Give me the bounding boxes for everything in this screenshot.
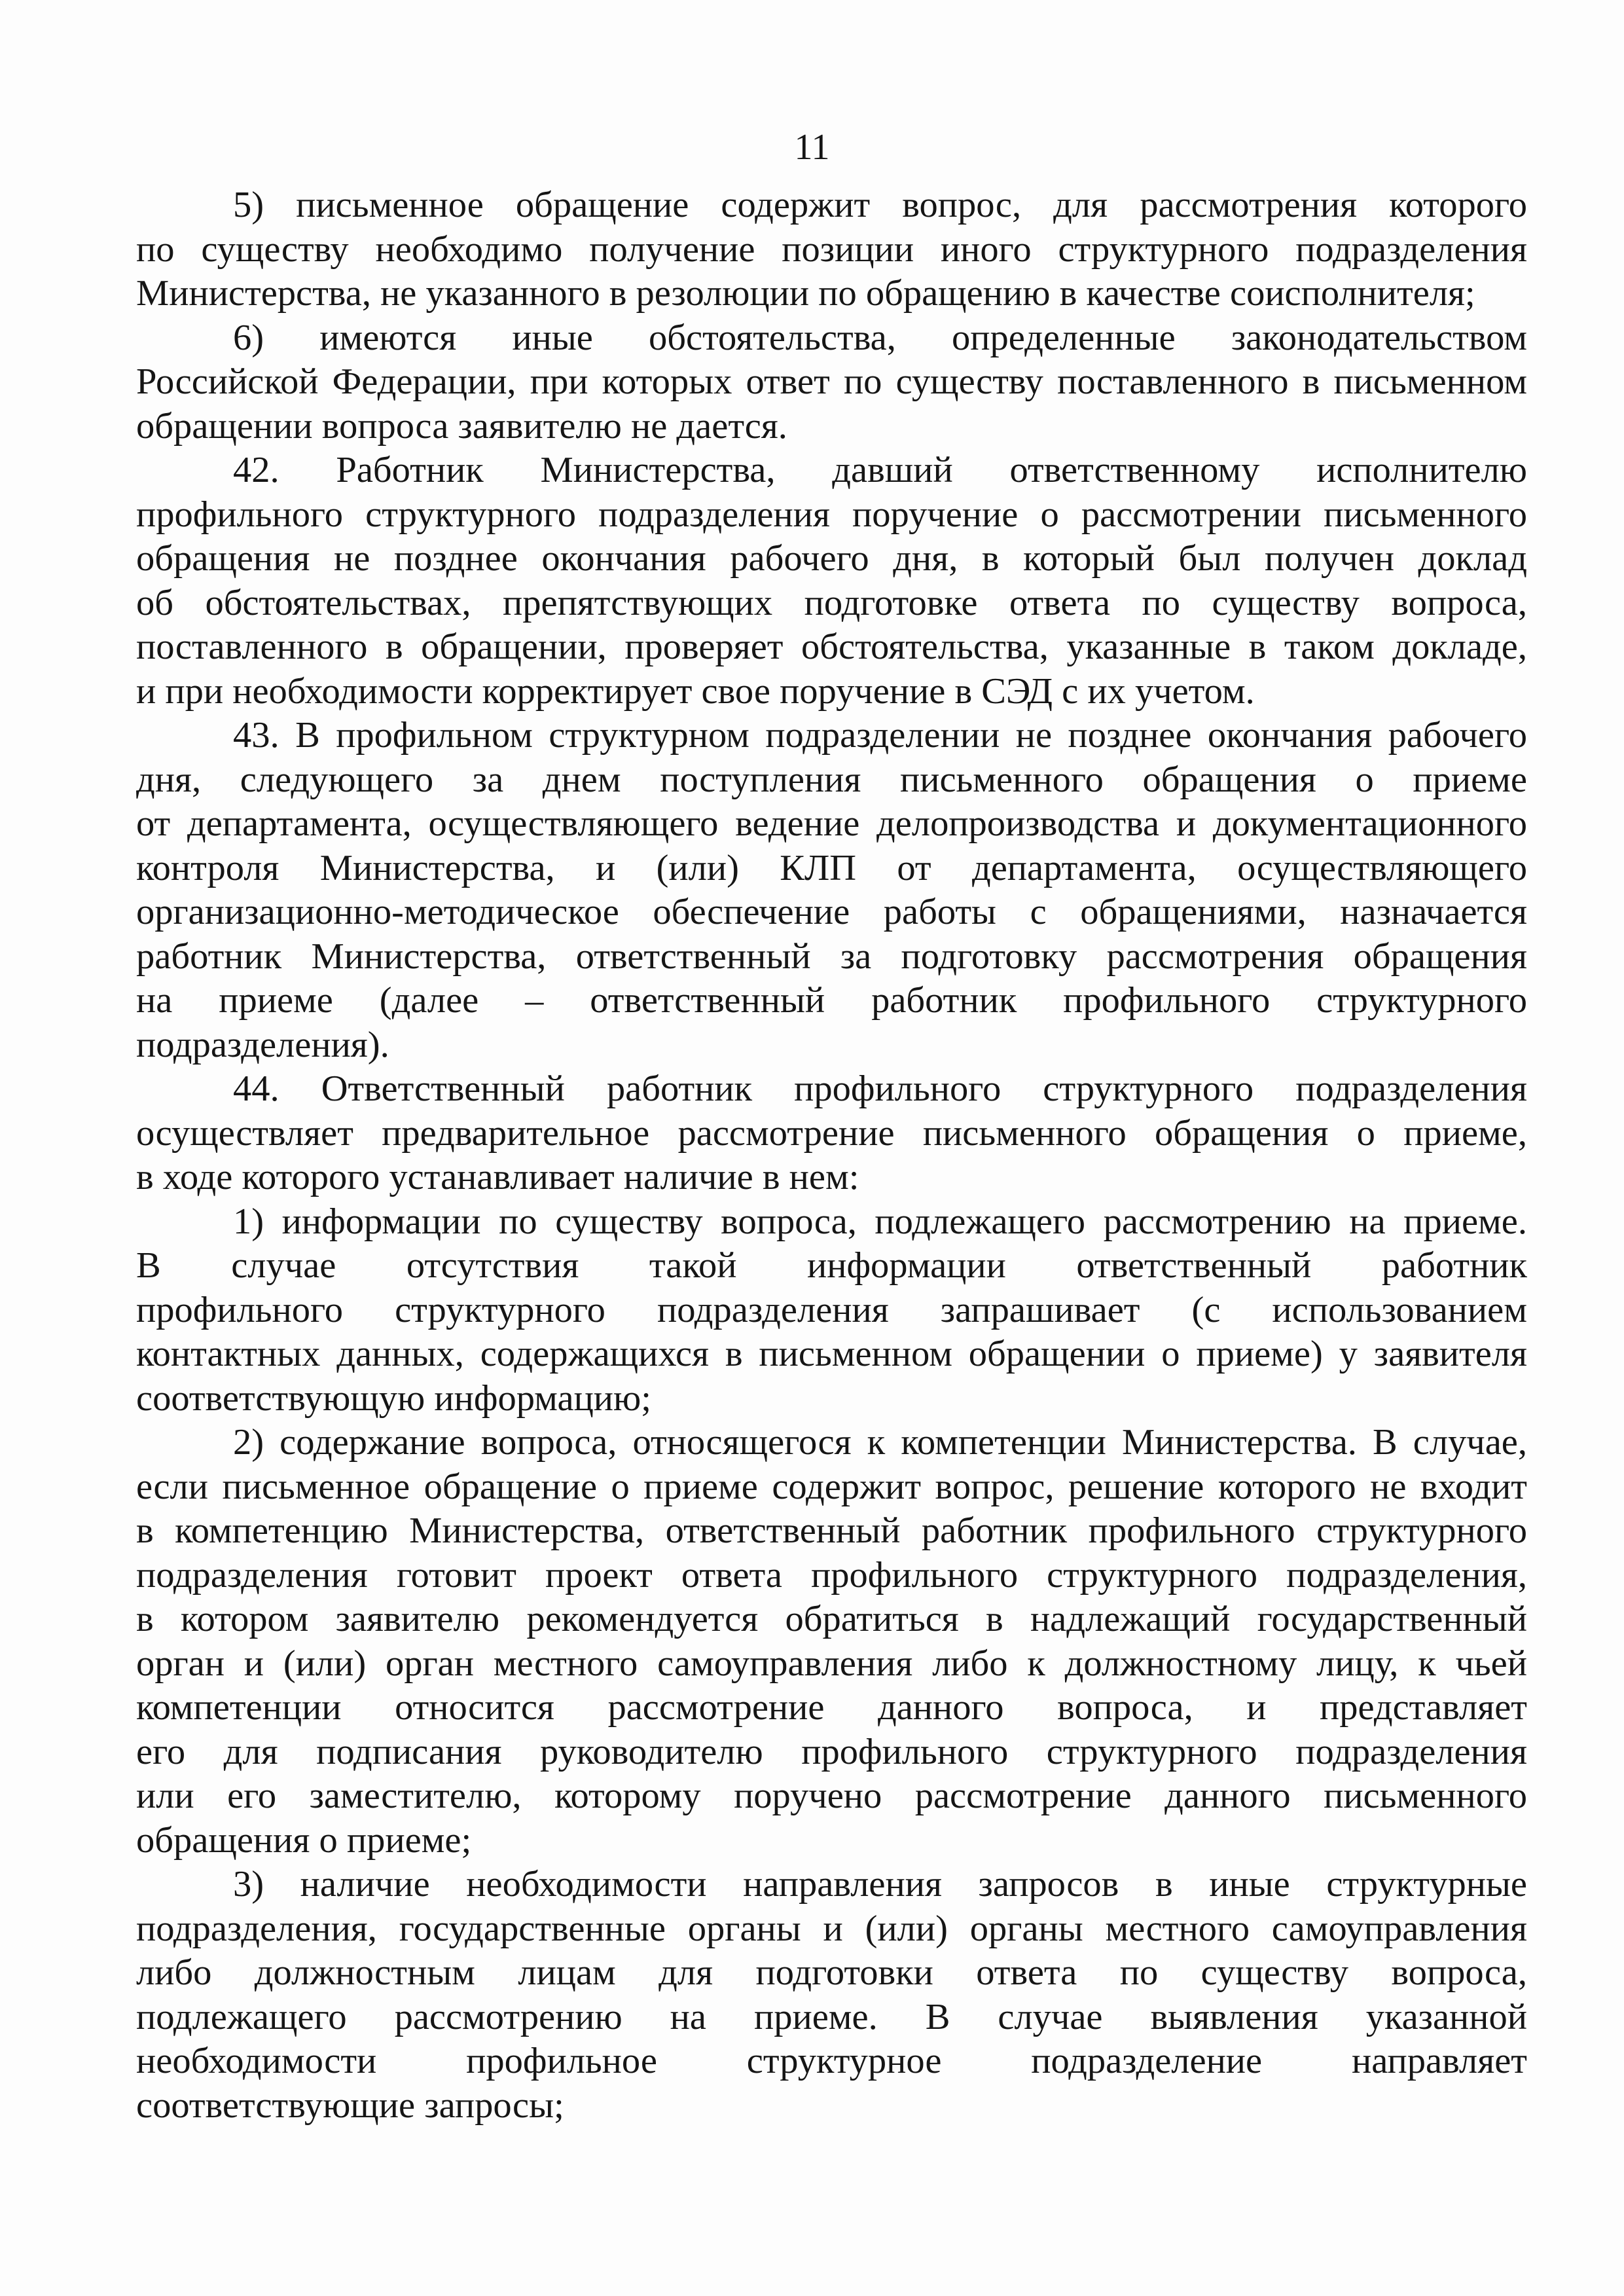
text-line: 5) письменное обращение содержит вопрос, для рассмотрения которого [233, 185, 1527, 225]
text-line: подразделения, государственные органы и (или) органы местного самоуправления [136, 1908, 1527, 1949]
text-line: либо должностным лицам для подготовки ответа по существу вопроса, [136, 1952, 1527, 1993]
text-line: поставленного в обращении, проверяет обстоятельства, указанные в таком докладе, [136, 627, 1527, 667]
text-line: подлежащего рассмотрению на приеме. В случае выявления указанной [136, 1996, 1527, 2037]
paragraph-44-item-2 [136, 1421, 1527, 1863]
text-line: Российской Федерации, при которых ответ по существу поставленного в письменном [136, 361, 1527, 402]
text-line: необходимости профильное структурное подразделение направляет [136, 2041, 1527, 2081]
paragraph-item-6 [136, 316, 1527, 449]
text-line: по существу необходимо получение позиции иного структурного подразделения [136, 228, 1527, 270]
text-line: обращения о приеме; [136, 1819, 472, 1861]
paragraph-44-item-1 [136, 1200, 1527, 1421]
text-line: контактных данных, содержащихся в письменном обращении о приеме) у заявителя [136, 1334, 1527, 1374]
text-line: в компетенцию Министерства, ответственный работник профильного структурного [136, 1510, 1527, 1551]
text-line: компетенции относится рассмотрение данного вопроса, и представляет [136, 1687, 1527, 1728]
text-line: соответствующую информацию; [136, 1377, 651, 1419]
text-line: контроля Министерства, и (или) КЛП от департамента, осуществляющего [136, 847, 1527, 888]
text-line: 3) наличие необходимости направления запросов в иные структурные [233, 1864, 1527, 1904]
text-line: дня, следующего за днем поступления письменного обращения о приеме [136, 759, 1527, 800]
text-line: от департамента, осуществляющего ведение делопроизводства и документационного [136, 803, 1527, 844]
paragraph-43 [136, 714, 1527, 1067]
text-line: профильного структурного подразделения поручение о рассмотрении письменного [136, 494, 1527, 535]
text-line: его для подписания руководителю профильного структурного подразделения [136, 1731, 1527, 1772]
text-line: 43. В профильном структурном подразделении не позднее окончания рабочего [233, 715, 1527, 756]
text-line: орган и (или) орган местного самоуправления либо к должностному лицу, к чьей [136, 1643, 1527, 1684]
text-line: и при необходимости корректирует свое поручение в СЭД с их учетом. [136, 670, 1255, 712]
text-line: или его заместителю, которому поручено рассмотрение данного письменного [136, 1776, 1527, 1816]
text-line: В случае отсутствия такой информации ответственный работник [136, 1245, 1527, 1286]
text-line: обращения не позднее окончания рабочего дня, в который был получен доклад [136, 538, 1527, 579]
text-line: в ходе которого устанавливает наличие в нем: [136, 1157, 859, 1197]
text-line: 1) информации по существу вопроса, подлежащего рассмотрению на приеме. [233, 1201, 1527, 1242]
document-body [136, 183, 1527, 2128]
text-line: если письменное обращение о приеме содержит вопрос, решение которого не входит [136, 1466, 1527, 1507]
paragraph-42 [136, 448, 1527, 714]
text-line: профильного структурного подразделения запрашивает (с использованием [136, 1289, 1527, 1330]
text-line: подразделения). [136, 1024, 389, 1065]
text-line: на приеме (далее – ответственный работник профильного структурного [136, 980, 1527, 1021]
text-line: соответствующие запросы; [136, 2085, 564, 2126]
text-line: организационно-методическое обеспечение работы с обращениями, назначается [136, 892, 1527, 932]
page-number: 11 [794, 127, 830, 168]
paragraph-44 [136, 1067, 1527, 1200]
text-line: обращении вопроса заявителю не дается. [136, 405, 787, 446]
text-line: 2) содержание вопроса, относящегося к компетенции Министерства. В случае, [233, 1422, 1527, 1463]
text-line: в котором заявителю рекомендуется обратиться в надлежащий государственный [136, 1599, 1527, 1639]
text-line: работник Министерства, ответственный за подготовку рассмотрения обращения [136, 936, 1527, 977]
text-line: об обстоятельствах, препятствующих подготовке ответа по существу вопроса, [136, 582, 1527, 623]
text-line: осуществляет предварительное рассмотрение письменного обращения о приеме, [136, 1112, 1527, 1154]
text-line: подразделения готовит проект ответа профильного структурного подразделения, [136, 1554, 1527, 1595]
paragraph-44-item-3 [136, 1863, 1527, 2128]
text-line: 6) имеются иные обстоятельства, определенные законодательством [233, 317, 1527, 358]
paragraph-item-5 [136, 183, 1527, 316]
text-line: 42. Работник Министерства, давший ответственному исполнителю [233, 450, 1527, 490]
text-line: Министерства, не указанного в резолюции по обращению в качестве соисполнителя; [136, 273, 1475, 314]
text-line: 44. Ответственный работник профильного структурного подразделения [233, 1068, 1527, 1109]
